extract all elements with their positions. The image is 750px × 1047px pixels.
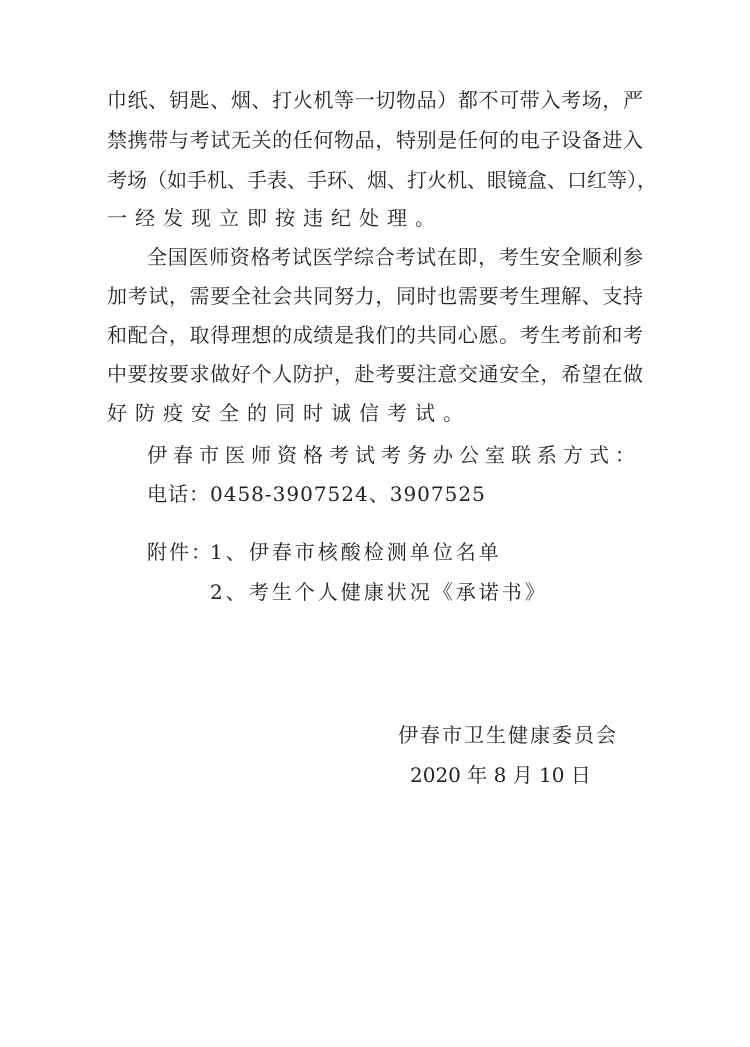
paragraph-line: 考场（如手机、手表、手环、烟、打火机、眼镜盒、口红等）， — [107, 168, 657, 192]
paragraph-line: 加考试，需要全社会共同努力，同时也需要考生理解、支持 — [107, 284, 643, 308]
paragraph-line: 禁携带与考试无关的任何物品，特别是任何的电子设备进入 — [107, 128, 643, 152]
attachment-item: 2、考生个人健康状况《承诺书》 — [210, 580, 548, 604]
paragraph-line: 全国医师资格考试医学综合考试在即，考生安全顺利参 — [147, 245, 643, 269]
signature-org: 伊春市卫生健康委员会 — [398, 723, 618, 747]
contact-phone: 电话：0458-3907524、3907525 — [147, 482, 486, 506]
paragraph-line: 中要按要求做好个人防护，赴考要注意交通安全，希望在做 — [107, 362, 643, 386]
attachment-label: 附件： — [147, 540, 213, 564]
signature-date: 2020 年 8 月 10 日 — [410, 763, 591, 787]
paragraph-line: 巾纸、钥匙、烟、打火机等一切物品）都不可带入考场，严 — [107, 88, 643, 112]
paragraph-line: 和配合，取得理想的成绩是我们的共同心愿。考生考前和考 — [107, 323, 643, 347]
contact-heading: 伊春市医师资格考试考务办公室联系方式： — [147, 443, 641, 467]
paragraph-line: 好防疫安全的同时诚信考试。 — [107, 401, 471, 425]
paragraph-line: 一经发现立即按违纪处理。 — [107, 206, 443, 230]
attachment-item: 1、伊春市核酸检测单位名单 — [210, 540, 502, 564]
